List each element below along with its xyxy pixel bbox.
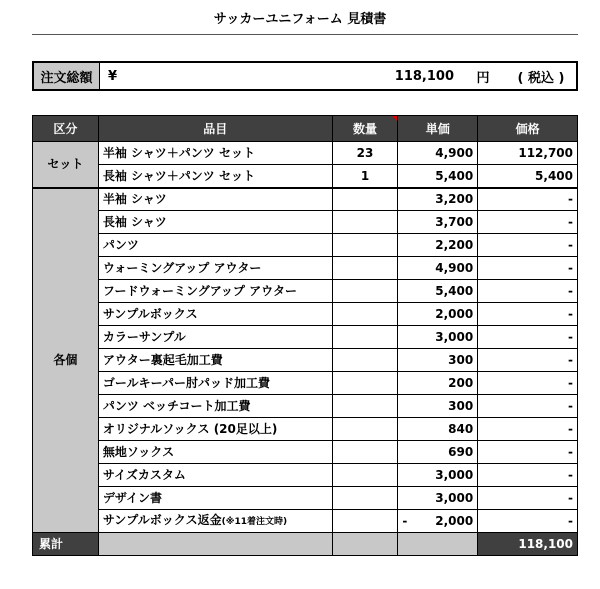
unit-price-cell: 4,900 — [398, 142, 478, 165]
qty-cell[interactable] — [332, 418, 398, 441]
comment-marker-icon[interactable] — [392, 116, 397, 121]
order-total-box — [32, 61, 578, 91]
item-name: 半袖 シャツ＋パンツ セット — [98, 142, 332, 165]
item-name: ゴールキーパー肘パッド加工費 — [98, 372, 332, 395]
total-blank-qty — [332, 533, 398, 556]
item-name: フードウォーミングアップ アウター — [98, 280, 332, 303]
qty-cell[interactable] — [332, 211, 398, 234]
price-cell: - — [478, 188, 578, 211]
order-total-amount[interactable]: 118,100 — [394, 68, 454, 84]
qty-cell[interactable] — [332, 510, 398, 533]
qty-cell[interactable] — [332, 326, 398, 349]
unit-price-cell: 300 — [398, 349, 478, 372]
table-row — [33, 257, 578, 280]
unit-price-cell: 200 — [398, 372, 478, 395]
order-total-label: 注文総額 — [34, 63, 100, 89]
quote-table — [32, 115, 578, 556]
price-cell: - — [478, 372, 578, 395]
unit-price-cell: 5,400 — [398, 165, 478, 188]
unit-price-cell: 3,000 — [398, 326, 478, 349]
table-row — [33, 211, 578, 234]
category-each: 各個 — [33, 188, 99, 533]
qty-cell[interactable] — [332, 257, 398, 280]
item-name: 無地ソックス — [98, 441, 332, 464]
header-price: 価格 — [478, 116, 578, 142]
unit-price-cell: 2,200 — [398, 234, 478, 257]
table-row — [33, 395, 578, 418]
table-row — [33, 418, 578, 441]
price-cell: - — [478, 280, 578, 303]
qty-cell[interactable] — [332, 303, 398, 326]
item-name: パンツ — [98, 234, 332, 257]
table-row — [33, 510, 578, 533]
item-name: ウォーミングアップ アウター — [98, 257, 332, 280]
qty-cell[interactable] — [332, 372, 398, 395]
header-qty-label: 数量 — [353, 121, 378, 136]
price-cell: - — [478, 487, 578, 510]
item-name: 長袖 シャツ — [98, 211, 332, 234]
table-row — [33, 280, 578, 303]
unit-price-cell: 3,000 — [398, 487, 478, 510]
qty-cell[interactable]: 23 — [332, 142, 398, 165]
item-name: 長袖 シャツ＋パンツ セット — [98, 165, 332, 188]
table-row — [33, 464, 578, 487]
price-cell: - — [478, 257, 578, 280]
item-name: オリジナルソックス (20足以上) — [98, 418, 332, 441]
qty-cell[interactable] — [332, 395, 398, 418]
grand-total-price: 118,100 — [478, 533, 578, 556]
currency-unit: 円 — [476, 70, 490, 86]
item-name: パンツ ベッチコート加工費 — [98, 395, 332, 418]
unit-price-cell: 3,700 — [398, 211, 478, 234]
unit-price-cell: 3,000 — [398, 464, 478, 487]
table-row — [33, 165, 578, 188]
table-row — [33, 142, 578, 165]
unit-price-cell: 690 — [398, 441, 478, 464]
unit-price-cell: 5,400 — [398, 280, 478, 303]
tax-included-note: ( 税込 ) — [517, 70, 565, 86]
unit-price-cell — [398, 510, 478, 533]
price-cell: - — [478, 441, 578, 464]
item-name — [98, 510, 332, 533]
qty-cell[interactable] — [332, 441, 398, 464]
qty-cell[interactable] — [332, 234, 398, 257]
price-cell: - — [478, 326, 578, 349]
price-cell: - — [478, 510, 578, 533]
price-cell: - — [478, 464, 578, 487]
qty-cell[interactable] — [332, 487, 398, 510]
qty-cell[interactable] — [332, 188, 398, 211]
price-cell: - — [478, 418, 578, 441]
table-header-row — [33, 116, 578, 142]
table-row — [33, 326, 578, 349]
header-unit-price: 単価 — [398, 116, 478, 142]
table-row — [33, 349, 578, 372]
table-row — [33, 303, 578, 326]
header-item: 品目 — [98, 116, 332, 142]
price-cell: - — [478, 234, 578, 257]
table-row — [33, 234, 578, 257]
price-cell: - — [478, 211, 578, 234]
total-row — [33, 533, 578, 556]
qty-cell[interactable] — [332, 349, 398, 372]
negative-sign: - — [402, 514, 408, 528]
unit-price-cell: 4,900 — [398, 257, 478, 280]
unit-price-cell: 840 — [398, 418, 478, 441]
price-cell: - — [478, 303, 578, 326]
refund-item-note: (※11着注文時) — [221, 517, 288, 527]
refund-unit-price: 2,000 — [435, 514, 474, 528]
total-blank-item — [98, 533, 332, 556]
total-blank-unit — [398, 533, 478, 556]
category-total: 累計 — [33, 533, 99, 556]
yen-symbol: ¥ — [108, 68, 118, 84]
item-name: カラーサンプル — [98, 326, 332, 349]
item-name: デザイン書 — [98, 487, 332, 510]
table-row — [33, 441, 578, 464]
qty-cell[interactable] — [332, 280, 398, 303]
price-cell: 5,400 — [478, 165, 578, 188]
table-row — [33, 188, 578, 211]
table-row — [33, 372, 578, 395]
header-qty — [332, 116, 398, 142]
page-title: サッカーユニフォーム 見積書 — [213, 12, 387, 27]
price-cell: - — [478, 349, 578, 372]
item-name: 半袖 シャツ — [98, 188, 332, 211]
refund-item-label: サンプルボックス返金 — [102, 513, 222, 527]
unit-price-cell: 300 — [398, 395, 478, 418]
item-name: サンプルボックス — [98, 303, 332, 326]
header-category: 区分 — [33, 116, 99, 142]
table-row — [33, 487, 578, 510]
item-name: サイズカスタム — [98, 464, 332, 487]
category-set: セット — [33, 142, 99, 188]
item-name: アウター裏起毛加工費 — [98, 349, 332, 372]
unit-price-cell: 3,200 — [398, 188, 478, 211]
title-divider — [32, 34, 578, 35]
price-cell: 112,700 — [478, 142, 578, 165]
price-cell: - — [478, 395, 578, 418]
qty-cell[interactable] — [332, 464, 398, 487]
qty-cell[interactable]: 1 — [332, 165, 398, 188]
unit-price-cell: 2,000 — [398, 303, 478, 326]
